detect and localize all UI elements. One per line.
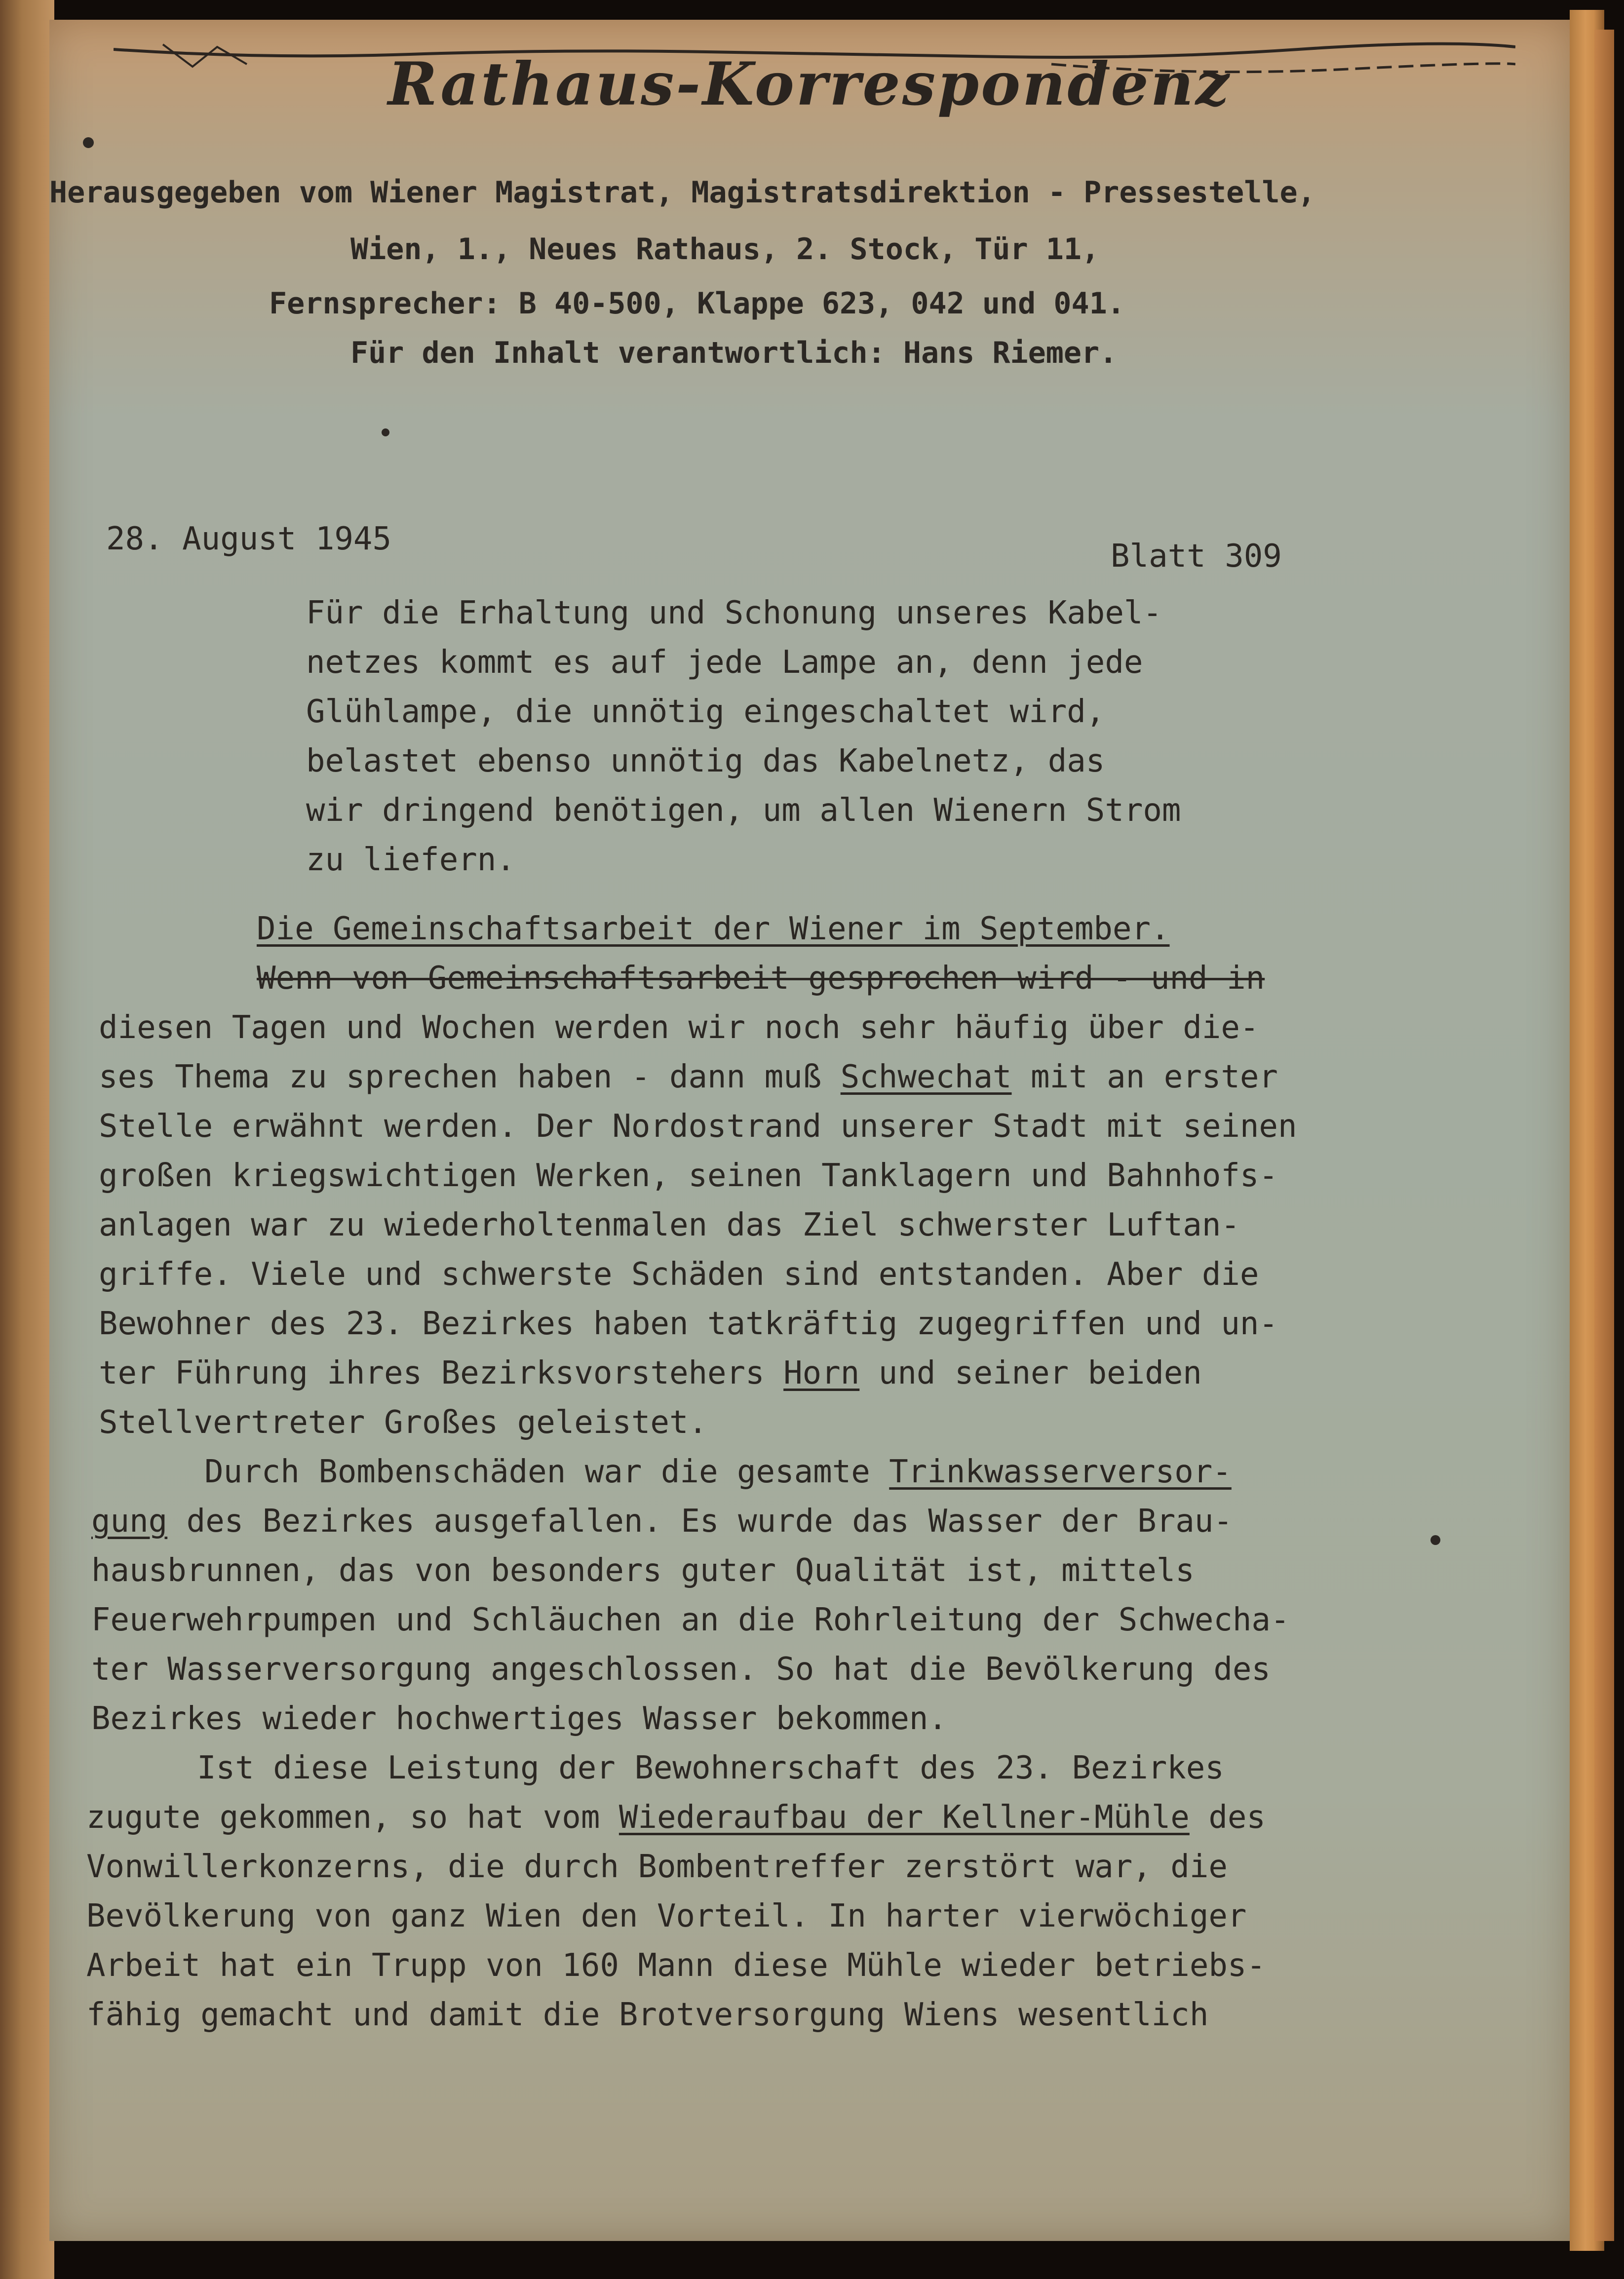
- underlined-term: Wiederaufbau der Kellner-Mühle: [619, 1799, 1190, 1836]
- underlined-term: gung: [91, 1503, 168, 1540]
- text-line: diesen Tagen und Wochen werden wir noch sehr häufig über die-: [99, 1009, 1259, 1046]
- text-line: ter Wasserversorgung angeschlossen. So hat die Bevölkerung des: [91, 1651, 1271, 1688]
- text-line: Stellvertreter Großes geleistet.: [99, 1404, 707, 1441]
- text-line: hausbrunnen, das von besonders guter Qualität ist, mittels: [91, 1552, 1195, 1589]
- text-line: zugute gekommen, so hat vom Wiederaufbau der Kellner-Mühle des: [86, 1799, 1266, 1836]
- header-line-responsible: Für den Inhalt verantwortlich: Hans Riemer.: [350, 336, 1118, 370]
- dateline-date: 28. August 1945: [106, 521, 391, 557]
- text-line: Durch Bombenschäden war die gesamte Trinkwasserversor-: [128, 1454, 1232, 1490]
- underlined-term: Schwechat: [840, 1059, 1012, 1095]
- underlined-term: Trinkwasserversor-: [889, 1454, 1232, 1490]
- text-line: ter Führung ihres Bezirksvorstehers Horn und seiner beiden: [99, 1355, 1202, 1391]
- text-line: ses Thema zu sprechen haben - dann muß Schwechat mit an erster: [99, 1059, 1278, 1095]
- ink-dot: [83, 137, 94, 148]
- header-line-publisher: Herausgegeben vom Wiener Magistrat, Magistratsdirektion - Pressestelle,: [49, 175, 1315, 210]
- text-line: Für die Erhaltung und Schonung unseres Kabel-: [306, 595, 1162, 631]
- text-line: Stelle erwähnt werden. Der Nordostrand unserer Stadt mit seinen: [99, 1108, 1297, 1145]
- dateline-sheet: Blatt 309: [1111, 538, 1282, 575]
- text-line: griffe. Viele und schwerste Schäden sind entstanden. Aber die: [99, 1256, 1259, 1293]
- ink-dot: [1431, 1535, 1440, 1545]
- text-line: netzes kommt es auf jede Lampe an, denn jede: [306, 644, 1143, 681]
- underlined-term: Horn: [783, 1355, 860, 1391]
- text-line: wir dringend benötigen, um allen Wienern Strom: [306, 792, 1181, 829]
- header-line-address: Wien, 1., Neues Rathaus, 2. Stock, Tür 11,: [350, 232, 1100, 267]
- text-line: Arbeit hat ein Trupp von 160 Mann diese Mühle wieder betriebs-: [86, 1947, 1266, 1984]
- text-line: Bezirkes wieder hochwertiges Wasser bekommen.: [91, 1700, 947, 1737]
- book-binding: [0, 0, 54, 2279]
- page-stack-edge-outer: [1594, 30, 1614, 2241]
- text-line: belastet ebenso unnötig das Kabelnetz, das: [306, 743, 1105, 779]
- masthead-title: Rathaus-Korrespondenz: [387, 49, 1232, 119]
- text-line: Feuerwehrpumpen und Schläuchen an die Rohrleitung der Schwecha-: [91, 1602, 1290, 1638]
- text-line: Ist diese Leistung der Bewohnerschaft des 23. Bezirkes: [121, 1750, 1224, 1786]
- ink-dot: [382, 428, 389, 436]
- header-line-phone: Fernsprecher: B 40-500, Klappe 623, 042 und 041.: [269, 286, 1125, 321]
- text-line: großen kriegswichtigen Werken, seinen Tanklagern und Bahnhofs-: [99, 1158, 1278, 1194]
- text-line: Glühlampe, die unnötig eingeschaltet wird,: [306, 694, 1105, 730]
- text-line: gung des Bezirkes ausgefallen. Es wurde das Wasser der Brau-: [91, 1503, 1233, 1540]
- text-line: Vonwillerkonzerns, die durch Bombentreffer zerstört war, die: [86, 1849, 1228, 1885]
- section-heading: Die Gemeinschaftsarbeit der Wiener im September.: [257, 911, 1170, 947]
- text-line: anlagen war zu wiederholtenmalen das Ziel schwerster Luftan-: [99, 1207, 1240, 1243]
- text-line: fähig gemacht und damit die Brotversorgung Wiens wesentlich: [86, 1997, 1209, 2033]
- text-line: Bewohner des 23. Bezirkes haben tatkräftig zugegriffen und un-: [99, 1306, 1278, 1342]
- text-line: Bevölkerung von ganz Wien den Vorteil. In harter vierwöchiger: [86, 1898, 1247, 1934]
- text-line: zu liefern.: [306, 842, 515, 878]
- text-line-struck: Wenn von Gemeinschaftsarbeit gesprochen wird - und in: [257, 960, 1265, 997]
